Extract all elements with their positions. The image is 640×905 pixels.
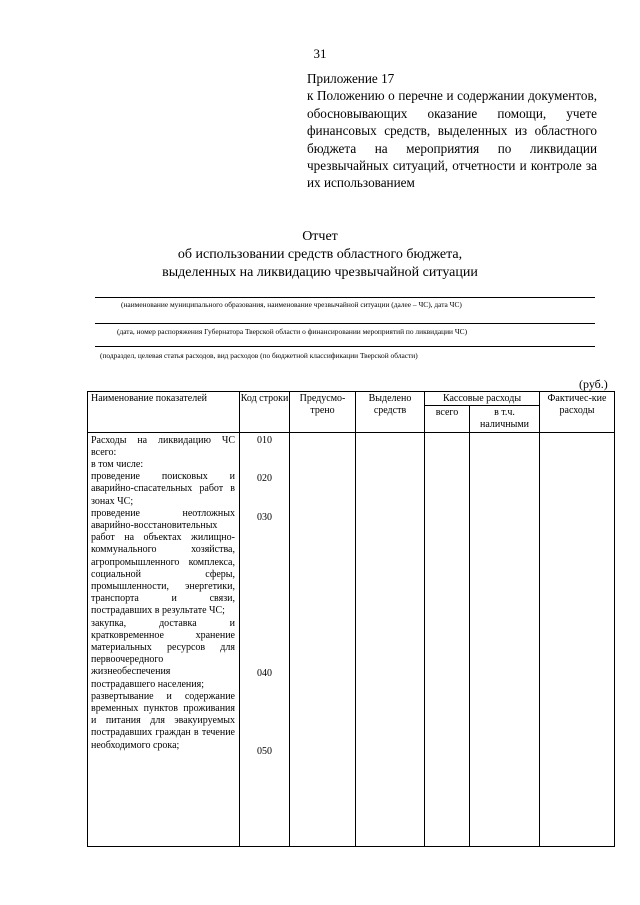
value-cell xyxy=(356,432,425,846)
indicator-names-cell xyxy=(88,432,240,846)
appendix-text: к Положению о перечне и содержании документов, обосновывающих оказание помощи, учете финансовых средств, выделенных из областного бюджета на мероприятия по ликвидации чрезвычайных ситуаций, отчетности и контроле за их использованием xyxy=(307,88,597,191)
appendix-block xyxy=(307,70,597,192)
field-line-municipality xyxy=(95,297,595,298)
value-cell xyxy=(540,432,615,846)
header-allocated: Выделено средств xyxy=(356,392,425,433)
field-hint-municipality: (наименование муниципального образования, наименование чрезвычайной ситуации (далее – ЧС), дата ЧС) xyxy=(121,300,462,309)
row-codes-cell xyxy=(240,432,290,846)
row-code: 050 xyxy=(257,745,272,757)
expense-table xyxy=(87,391,615,847)
report-title-line1: Отчет xyxy=(302,229,338,244)
report-title xyxy=(0,228,640,282)
table-row xyxy=(88,432,615,846)
field-line-budget-class xyxy=(95,346,595,347)
value-cell xyxy=(470,432,540,846)
header-planned: Предусмо-трено xyxy=(290,392,356,433)
header-cash: Кассовые расходы xyxy=(425,392,540,406)
header-cash-incl: в т.ч. наличными xyxy=(470,406,540,432)
row-name: в том числе: xyxy=(91,459,144,471)
row-name: проведение неотложных аварийно-восстановительных работ на объектах жилищно-коммунального хозяйства, агропромышленного комплекса, социальной сферы, промышленности, энергетики, транспорта и связи, пострадавших в результате ЧС; xyxy=(91,507,235,617)
row-code: 010 xyxy=(257,434,272,446)
report-title-line2: об использовании средств областного бюджета, xyxy=(177,247,463,262)
row-code: 030 xyxy=(257,511,272,523)
header-code: Код строки xyxy=(240,392,290,433)
header-name: Наименование показателей xyxy=(88,392,240,433)
units-label: (руб.) xyxy=(579,377,608,391)
row-name: закупка, доставка и кратковременное хранение материальных ресурсов для первоочередного жизнеобеспечения пострадавшего населения; xyxy=(91,617,235,690)
row-name: Расходы на ликвидацию ЧС всего: xyxy=(91,434,235,458)
header-cash-total: всего xyxy=(425,406,470,432)
field-line-decree xyxy=(95,323,595,324)
row-name: развертывание и содержание временных пунктов проживания и питания для эвакуируемых пострадавших граждан в течение необходимого срока; xyxy=(91,690,235,751)
value-cell xyxy=(425,432,470,846)
page-number: 31 xyxy=(313,46,327,61)
field-hint-decree: (дата, номер распоряжения Губернатора Тверской области о финансировании мероприятий по ликвидации ЧС) xyxy=(117,327,468,336)
header-actual: Фактичес-кие расходы xyxy=(540,392,615,433)
report-title-line3: выделенных на ликвидацию чрезвычайной ситуации xyxy=(162,265,478,280)
row-name: проведение поисковых и аварийно-спасательных работ в зонах ЧС; xyxy=(91,471,235,507)
appendix-title: Приложение 17 xyxy=(307,71,395,86)
row-code: 040 xyxy=(257,667,272,679)
row-code: 020 xyxy=(257,472,272,484)
value-cell xyxy=(290,432,356,846)
field-hint-budget-class: (подраздел, целевая статья расходов, вид расходов (по бюджетной классификации Тверской области) xyxy=(100,351,418,360)
